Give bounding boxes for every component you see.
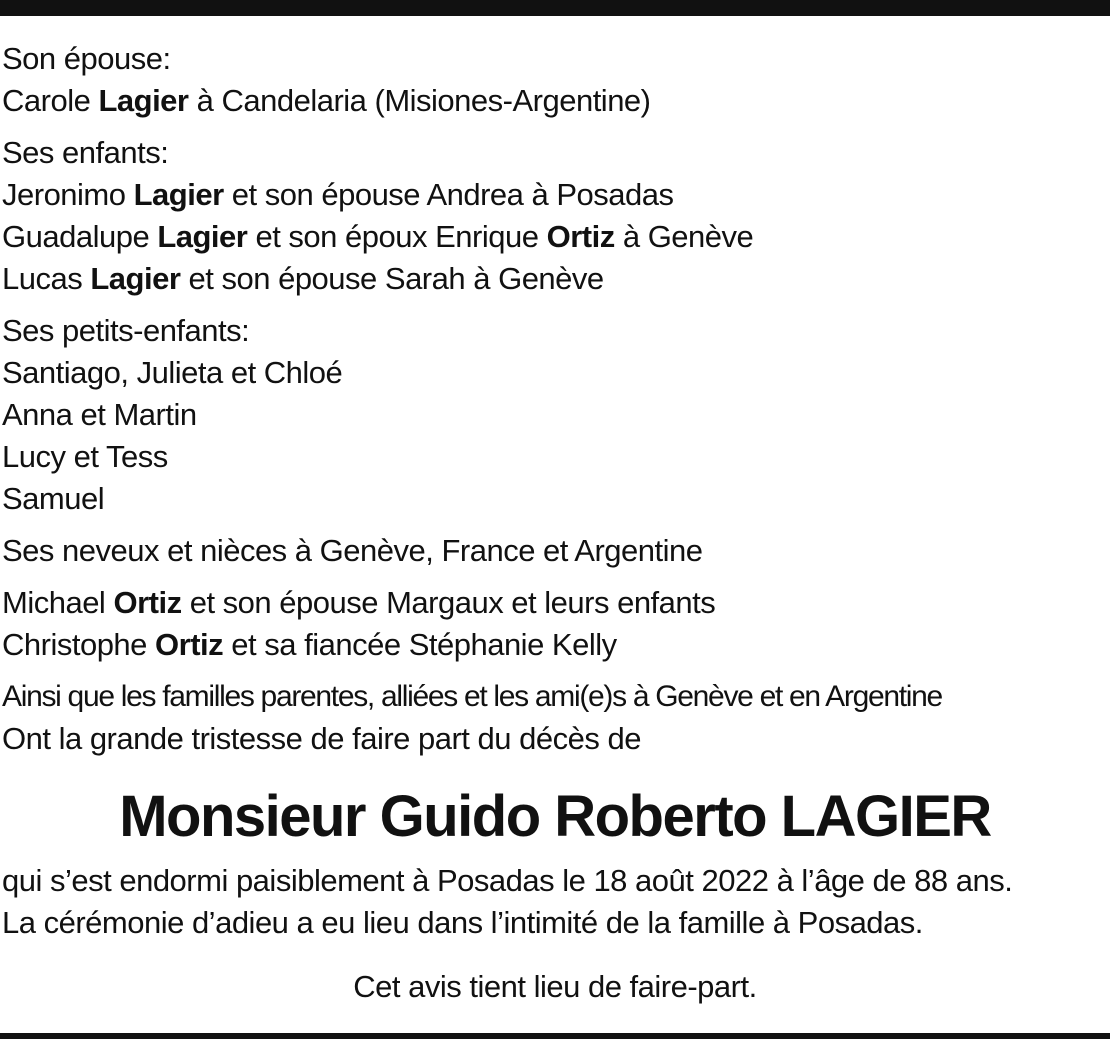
- spouse-heading: Son épouse:: [2, 41, 171, 76]
- relative-line: [2, 582, 1108, 624]
- grandchildren-section: [2, 310, 1108, 520]
- deceased-name: Monsieur Guido Roberto LAGIER: [119, 784, 991, 849]
- grandchildren-line: Lucy et Tess: [2, 439, 168, 474]
- first-name: Lucas: [2, 261, 83, 296]
- surname: Lagier: [98, 83, 189, 118]
- surname: Lagier: [90, 261, 181, 296]
- details-line: qui s’est endormi paisiblement à Posadas le 18 août 2022 à l’âge de 88 ans.: [2, 863, 1013, 898]
- child-line: [2, 174, 1108, 216]
- first-name: Jeronimo: [2, 177, 126, 212]
- announce-line: Ont la grande tristesse de faire part du décès de: [2, 721, 641, 756]
- line-rest: et son épouse Andrea à Posadas: [231, 177, 674, 212]
- obituary-notice: [2, 38, 1108, 1008]
- details-section: [2, 860, 1108, 944]
- grandchildren-line: Anna et Martin: [2, 397, 197, 432]
- children-heading: Ses enfants:: [2, 135, 169, 170]
- grandchildren-heading: Ses petits-enfants:: [2, 313, 250, 348]
- first-name: Michael: [2, 585, 106, 620]
- line-mid: et son époux Enrique: [255, 219, 539, 254]
- first-name: Christophe: [2, 627, 147, 662]
- line-rest: à Genève: [622, 219, 754, 254]
- closing-line: Cet avis tient lieu de faire-part.: [353, 969, 757, 1004]
- spouse-line: [2, 80, 1108, 122]
- line-rest: à Candelaria (Misiones-Argentine): [196, 83, 651, 118]
- families-line: Ainsi que les familles parentes, alliées et les ami(e)s à Genève et en Argentine: [2, 680, 942, 713]
- announcement-section: [2, 676, 1108, 760]
- surname: Ortiz: [155, 627, 224, 662]
- bottom-border-rule: [0, 1033, 1110, 1039]
- first-name: Carole: [2, 83, 91, 118]
- children-section: [2, 132, 1108, 300]
- line-rest: et son épouse Sarah à Genève: [188, 261, 604, 296]
- top-border-rule: [0, 0, 1110, 16]
- spouse-section: [2, 38, 1108, 122]
- grandchildren-line: Samuel: [2, 481, 105, 516]
- child-line: [2, 258, 1108, 300]
- relative-line: [2, 624, 1108, 666]
- nephews-section: [2, 530, 1108, 572]
- line-rest: et sa fiancée Stéphanie Kelly: [231, 627, 617, 662]
- surname: Lagier: [157, 219, 248, 254]
- details-line: La cérémonie d’adieu a eu lieu dans l’intimité de la famille à Posadas.: [2, 905, 923, 940]
- line-rest: et son épouse Margaux et leurs enfants: [189, 585, 716, 620]
- first-name: Guadalupe: [2, 219, 150, 254]
- surname: Ortiz: [546, 219, 615, 254]
- grandchildren-line: Santiago, Julieta et Chloé: [2, 355, 343, 390]
- child-line: [2, 216, 1108, 258]
- ortiz-section: [2, 582, 1108, 666]
- surname: Lagier: [133, 177, 224, 212]
- nephews-line: Ses neveux et nièces à Genève, France et Argentine: [2, 533, 703, 568]
- surname: Ortiz: [113, 585, 182, 620]
